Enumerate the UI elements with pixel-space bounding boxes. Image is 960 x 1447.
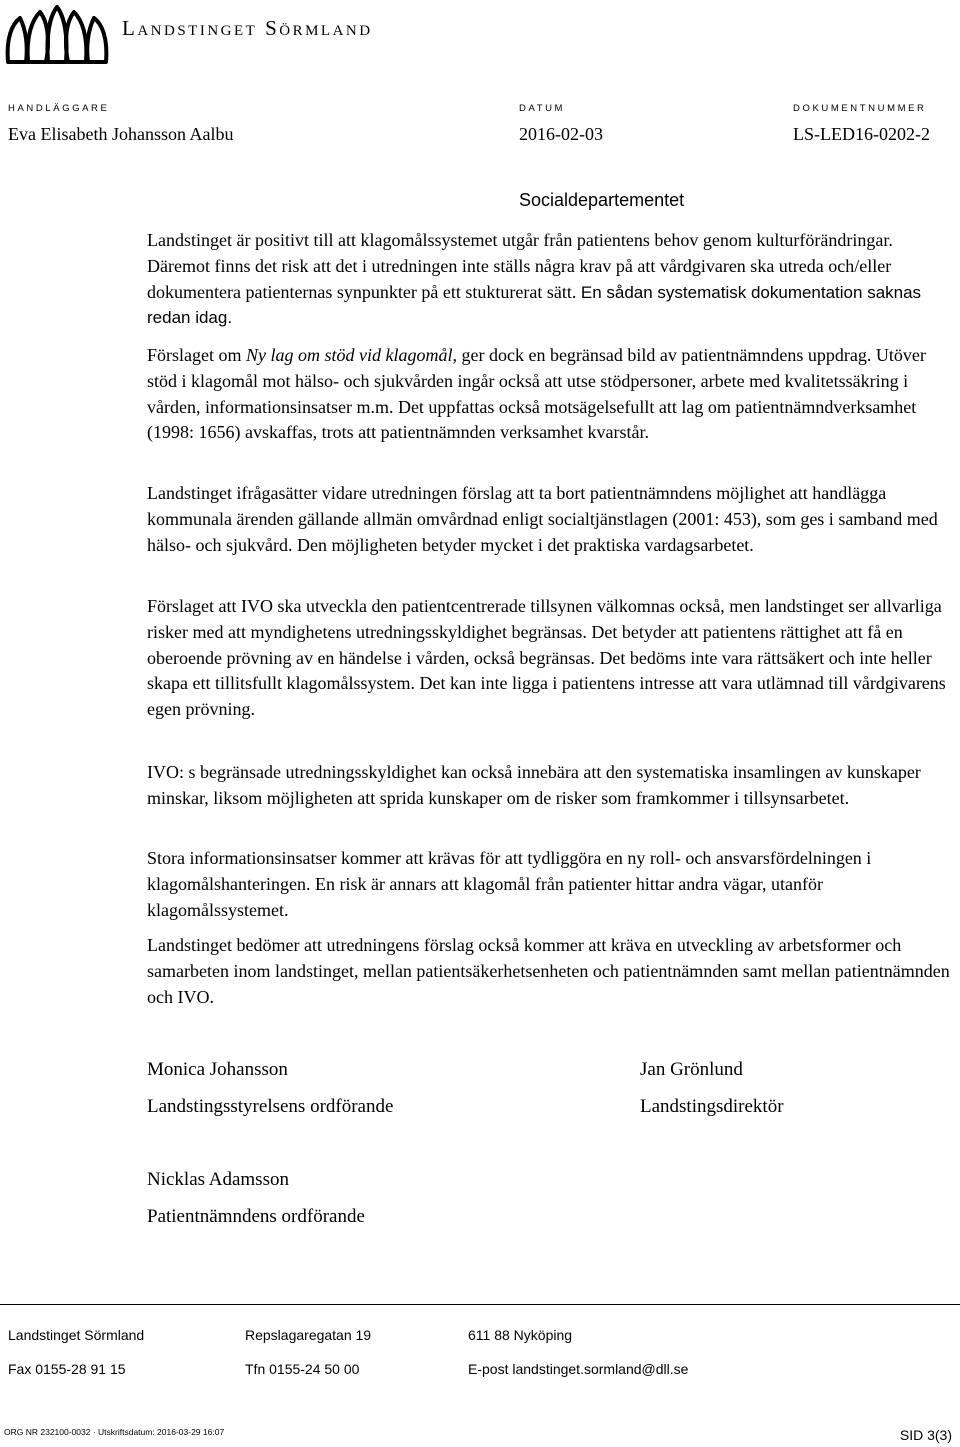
landstinget-logo [4, 4, 110, 64]
p2-rest: , ger dock en begränsad bild av patientnämndens uppdrag. Utöver stöd i klagomål mot hälso- och sjukvården ingår också att utse stödpersoner, arbete med kvalitetssäkring i vården, informationsinsatser m.m. Det uppfattas också motsägelsefullt att lag om patientnämndverksamhet (1998: 1656) avskaffas, trots att patientnämnden verksamhet kvarstår. [147, 345, 926, 443]
footer-fax: Fax 0155-28 91 15 [8, 1361, 126, 1377]
p3-text: Landstinget ifrågasätter vidare utredningen förslag att ta bort patientnämndens möjlighet att handlägga kommunala ärenden gällande allmän omvårdnad enligt socialtjänstlagen (2001: 453), som ges i samband med hälso- och sjukvård. Den möjligheten betyder mycket i det praktiska vardagsarbetet. [147, 483, 938, 555]
footer-divider [0, 1304, 960, 1305]
footer-email: E-post landstinget.sormland@dll.se [468, 1361, 689, 1377]
recipient: Socialdepartementet [519, 190, 685, 210]
dokumentnummer-value: LS-LED16-0202-2 [793, 124, 930, 144]
p7-text: Landstinget bedömer att utredningens förslag också kommer att kräva en utveckling av arbetsformer och samarbeten inom landstinget, mellan patientsäkerhetsenheten och patientnämnden samt mellan patientnämnden och IVO. [147, 935, 950, 1007]
body-paragraph-6 [147, 846, 957, 923]
body-paragraph-2 [147, 343, 957, 446]
signature-1-name: Monica Johansson [147, 1059, 288, 1080]
signature-1-title: Landstingsstyrelsens ordförande [147, 1096, 394, 1117]
signature-3-name: Nicklas Adamsson [147, 1169, 289, 1190]
handlaggare-value: Eva Elisabeth Johansson Aalbu [8, 124, 234, 144]
handlaggare-label: HANDLÄGGARE [8, 103, 110, 114]
p1-sentence: En sådan systematisk dokumentation saknas redan idag. [147, 282, 922, 328]
p4-text: Förslaget att IVO ska utveckla den patientcentrerade tillsynen välkomnas också, men landstinget ser allvarliga risker med att myndighetens utredningsskyldighet begränsas. Det betyder att patientens rättighet att få en oberoende prövning av en händelse i vården, också begränsas. Det bedöms inte vara rättsäkert och inte heller skapa ett tillitsfullt klagomålssystem. Det kan inte ligga i patientens intresse att vara utlämnad till vårdgivarens egen prövning. [147, 596, 946, 720]
dokumentnummer-label: DOKUMENTNUMMER [793, 103, 927, 114]
datum-label: DATUM [519, 103, 566, 114]
law-title: Ny lag om stöd vid klagomål [246, 345, 453, 365]
p2-lead: Förslaget om [147, 345, 242, 365]
datum-value: 2016-02-03 [519, 124, 603, 144]
body-paragraph-5 [147, 760, 957, 812]
signature-2-name: Jan Grönlund [640, 1059, 743, 1080]
body-paragraph-4 [147, 594, 957, 723]
org-name: Landstinget Sörmland [122, 16, 373, 40]
body-paragraph-1 [147, 228, 957, 331]
p6-text: Stora informationsinsatser kommer att krävas för att tydliggöra en ny roll- och ansvarsfördelningen i klagomålshanteringen. En risk är annars att klagomål från patienter hittar andra vägar, utanför klagomålssystemet. [147, 848, 872, 920]
body-paragraph-7 [147, 933, 957, 1010]
page-number: SID 3(3) [899, 1427, 952, 1443]
signature-3-title: Patientnämndens ordförande [147, 1206, 365, 1227]
footer-phone: Tfn 0155-24 50 00 [245, 1361, 360, 1377]
p1-text: Landstinget är positivt till att klagomålssystemet utgår från patientens behov genom kulturförändringar. Däremot finns det risk att det i utredningen inte ställs några krav på att vårdgivaren ska utreda och/eller dokumentera patienternas synpunkter på ett stukturerat sätt. [147, 230, 893, 302]
org-nr: ORG NR 232100-0032 · Utskriftsdatum: 2016-03-29 16:07 [4, 1427, 225, 1437]
footer-org: Landstinget Sörmland [8, 1327, 145, 1343]
p5-text: IVO: s begränsade utredningsskyldighet kan också innebära att den systematiska insamlingen av kunskaper minskar, liksom möjligheten att sprida kunskaper om de risker som framkommer i tillsynsarbetet. [147, 762, 921, 808]
footer-street: Repslagaregatan 19 [245, 1327, 372, 1343]
signature-2-title: Landstingsdirektör [640, 1096, 784, 1117]
body-paragraph-3 [147, 481, 957, 558]
footer-postal: 611 88 Nyköping [468, 1327, 573, 1343]
